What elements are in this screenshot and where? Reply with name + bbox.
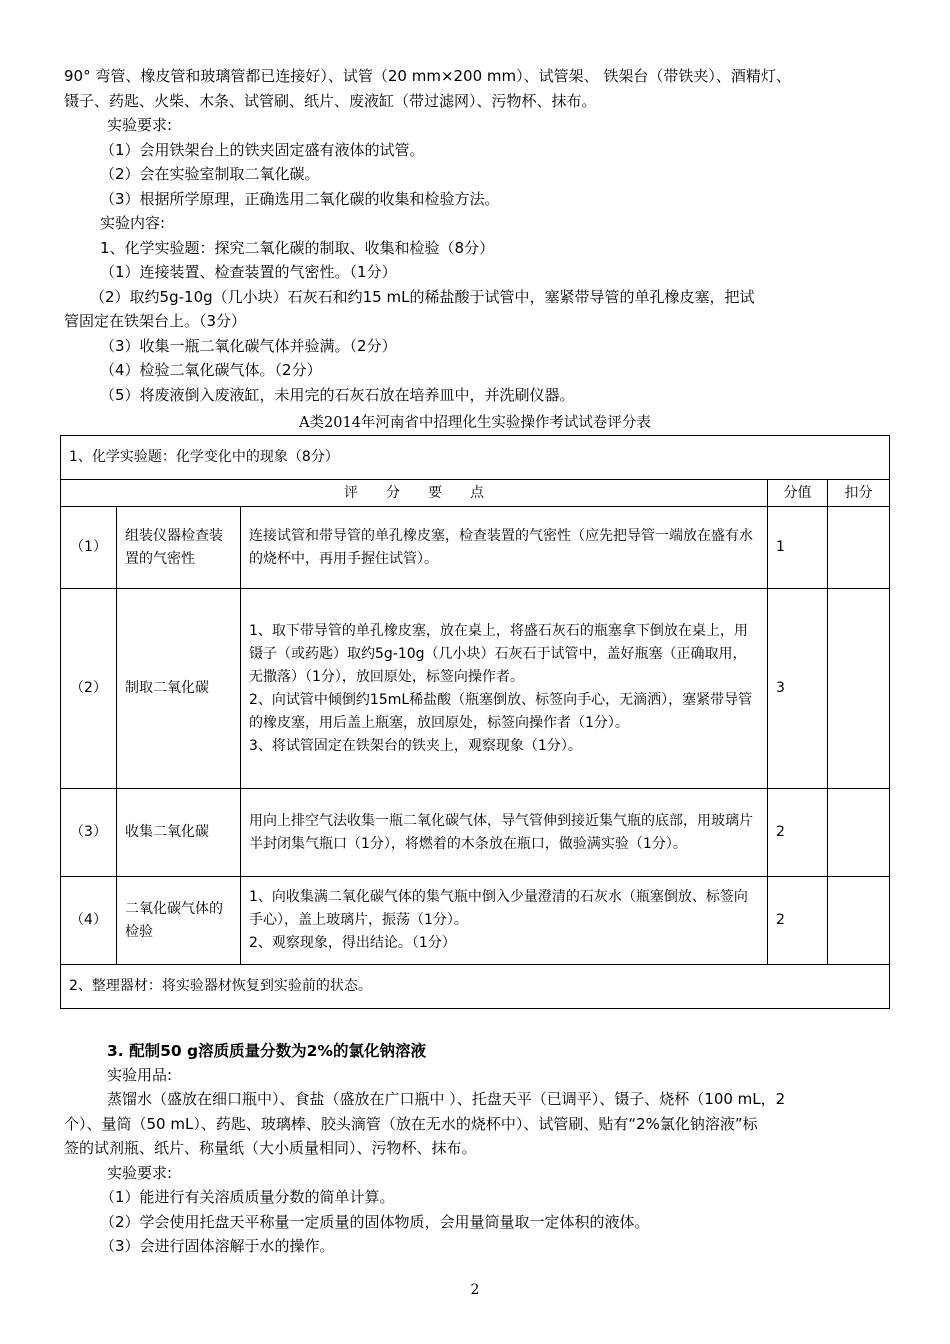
row-deduct xyxy=(828,877,890,965)
row-score: 2 xyxy=(768,877,828,965)
row-item: 制取二氧化碳 xyxy=(117,589,241,789)
table-row xyxy=(61,507,890,589)
row-number: （4） xyxy=(61,877,117,965)
s3-requirement-2: （2）学会使用托盘天平称量一定质量的固体物质，会用量筒量取一定体积的液体。 xyxy=(100,1213,650,1231)
row-number: （2） xyxy=(61,589,117,789)
page-number: 2 xyxy=(470,1282,480,1298)
point-line: 2、向试管中倾倒约15mL稀盐酸（瓶塞倒放、标签向手心，无滴洒），塞紧带导管的橡皮塞，用后盖上瓶塞，放回原处，标签向操作者（1分）。 xyxy=(249,691,753,731)
requirements-title: 实验要求: xyxy=(107,116,173,134)
header-points: 评 分 要 点 xyxy=(61,480,768,507)
row-points xyxy=(241,589,768,789)
step-4: （4）检验二氧化碳气体。（2分） xyxy=(100,361,322,379)
row-score: 2 xyxy=(768,789,828,877)
equipment-line-1: 90° 弯管、橡皮管和玻璃管都已连接好）、试管（20 mm×200 mm）、试管架、 铁架台（带铁夹）、酒精灯、 xyxy=(64,67,791,85)
row-item: 组装仪器检查装置的气密性 xyxy=(117,507,241,589)
row-item: 二氧化碳气体的检验 xyxy=(117,877,241,965)
row-points xyxy=(241,877,768,965)
row-score: 3 xyxy=(768,589,828,789)
table-caption: A类2014年河南省中招理化生实验操作考试试卷评分表 xyxy=(299,415,651,431)
table-row xyxy=(61,789,890,877)
row-number: （1） xyxy=(61,507,117,589)
row-item: 收集二氧化碳 xyxy=(117,789,241,877)
row-score: 1 xyxy=(768,507,828,589)
step-2-line-1: （2）取约5g-10g（几小块）石灰石和约15 mL的稀盐酸于试管中，塞紧带导管的单孔橡皮塞，把试 xyxy=(90,288,755,306)
header-deduct: 扣分 xyxy=(828,480,890,507)
requirement-3: （3）根据所学原理，正确选用二氧化碳的收集和检验方法。 xyxy=(100,190,500,208)
table-header-row xyxy=(61,480,890,507)
row-points: 用向上排空气法收集一瓶二氧化碳气体，导气管伸到接近集气瓶的底部，用玻璃片半封闭集气瓶口（1分），将燃着的木条放在瓶口，做验满实验（1分）。 xyxy=(241,789,768,877)
table-title-row xyxy=(61,436,890,480)
table-row xyxy=(61,589,890,789)
content-title: 实验内容: xyxy=(100,214,166,232)
point-line: 2、观察现象，得出结论。（1分） xyxy=(249,935,456,951)
step-5: （5）将废液倒入废液缸，未用完的石灰石放在培养皿中，并洗刷仪器。 xyxy=(100,386,575,404)
table-footer-row xyxy=(61,965,890,1009)
row-deduct xyxy=(828,789,890,877)
table-row xyxy=(61,877,890,965)
s3-requirements-title: 实验要求: xyxy=(107,1164,173,1182)
header-score: 分值 xyxy=(768,480,828,507)
point-line: 1、取下带导管的单孔橡皮塞，放在桌上，将盛石灰石的瓶塞拿下倒放在桌上，用镊子（或药匙）取约5g-10g（几小块）石灰石于试管中，盖好瓶塞（正确取用，无撒落）（1分），放回原处，标签向操作者。 xyxy=(249,622,748,685)
table-title: 1、化学实验题：化学变化中的现象（8分） xyxy=(61,436,890,480)
table-footer: 2、整理器材：将实验器材恢复到实验前的状态。 xyxy=(61,965,890,1009)
equipment-line-2: 镊子、药匙、火柴、木条、试管刷、纸片、废液缸（带过滤网）、污物杯、抹布。 xyxy=(64,92,597,110)
section-3-title: 3. 配制50 g溶质质量分数为2%的氯化钠溶液 xyxy=(107,1042,426,1060)
supplies-line-1: 蒸馏水（盛放在细口瓶中）、食盐（盛放在广口瓶中 ）、托盘天平（已调平）、镊子、烧杯（100 mL，2 xyxy=(107,1090,786,1108)
row-deduct xyxy=(828,507,890,589)
step-3: （3）收集一瓶二氧化碳气体并验满。（2分） xyxy=(100,337,397,355)
row-points: 连接试管和带导管的单孔橡皮塞，检查装置的气密性（应先把导管一端放在盛有水的烧杯中，再用手握住试管）。 xyxy=(241,507,768,589)
requirement-1: （1）会用铁架台上的铁夹固定盛有液体的试管。 xyxy=(100,141,425,159)
question-1: 1、化学实验题：探究二氧化碳的制取、收集和检验（8分） xyxy=(100,239,495,257)
row-deduct xyxy=(828,589,890,789)
s3-requirement-1: （1）能进行有关溶质质量分数的简单计算。 xyxy=(100,1188,395,1206)
requirement-2: （2）会在实验室制取二氧化碳。 xyxy=(100,165,320,183)
point-line: 3、将试管固定在铁架台的铁夹上，观察现象（1分）。 xyxy=(249,737,582,754)
supplies-title: 实验用品: xyxy=(107,1066,173,1084)
supplies-line-3: 签的试剂瓶、纸片、称量纸（大小质量相同）、污物杯、抹布。 xyxy=(64,1139,477,1157)
step-1: （1）连接装置、检查装置的气密性。（1分） xyxy=(100,263,397,281)
row-number: （3） xyxy=(61,789,117,877)
supplies-line-2: 个）、量筒（50 mL）、药匙、玻璃棒、胶头滴管（放在无水的烧杯中）、试管刷、贴有“2%氯化钠溶液”标 xyxy=(64,1115,758,1133)
s3-requirement-3: （3）会进行固体溶解于水的操作。 xyxy=(100,1237,335,1255)
point-line: 1、向收集满二氧化碳气体的集气瓶中倒入少量澄清的石灰水（瓶塞倒放、标签向手心），盖上玻璃片，振荡（1分）。 xyxy=(249,889,748,928)
scoring-table xyxy=(60,435,890,1009)
step-2-line-2: 管固定在铁架台上。（3分） xyxy=(64,312,247,330)
